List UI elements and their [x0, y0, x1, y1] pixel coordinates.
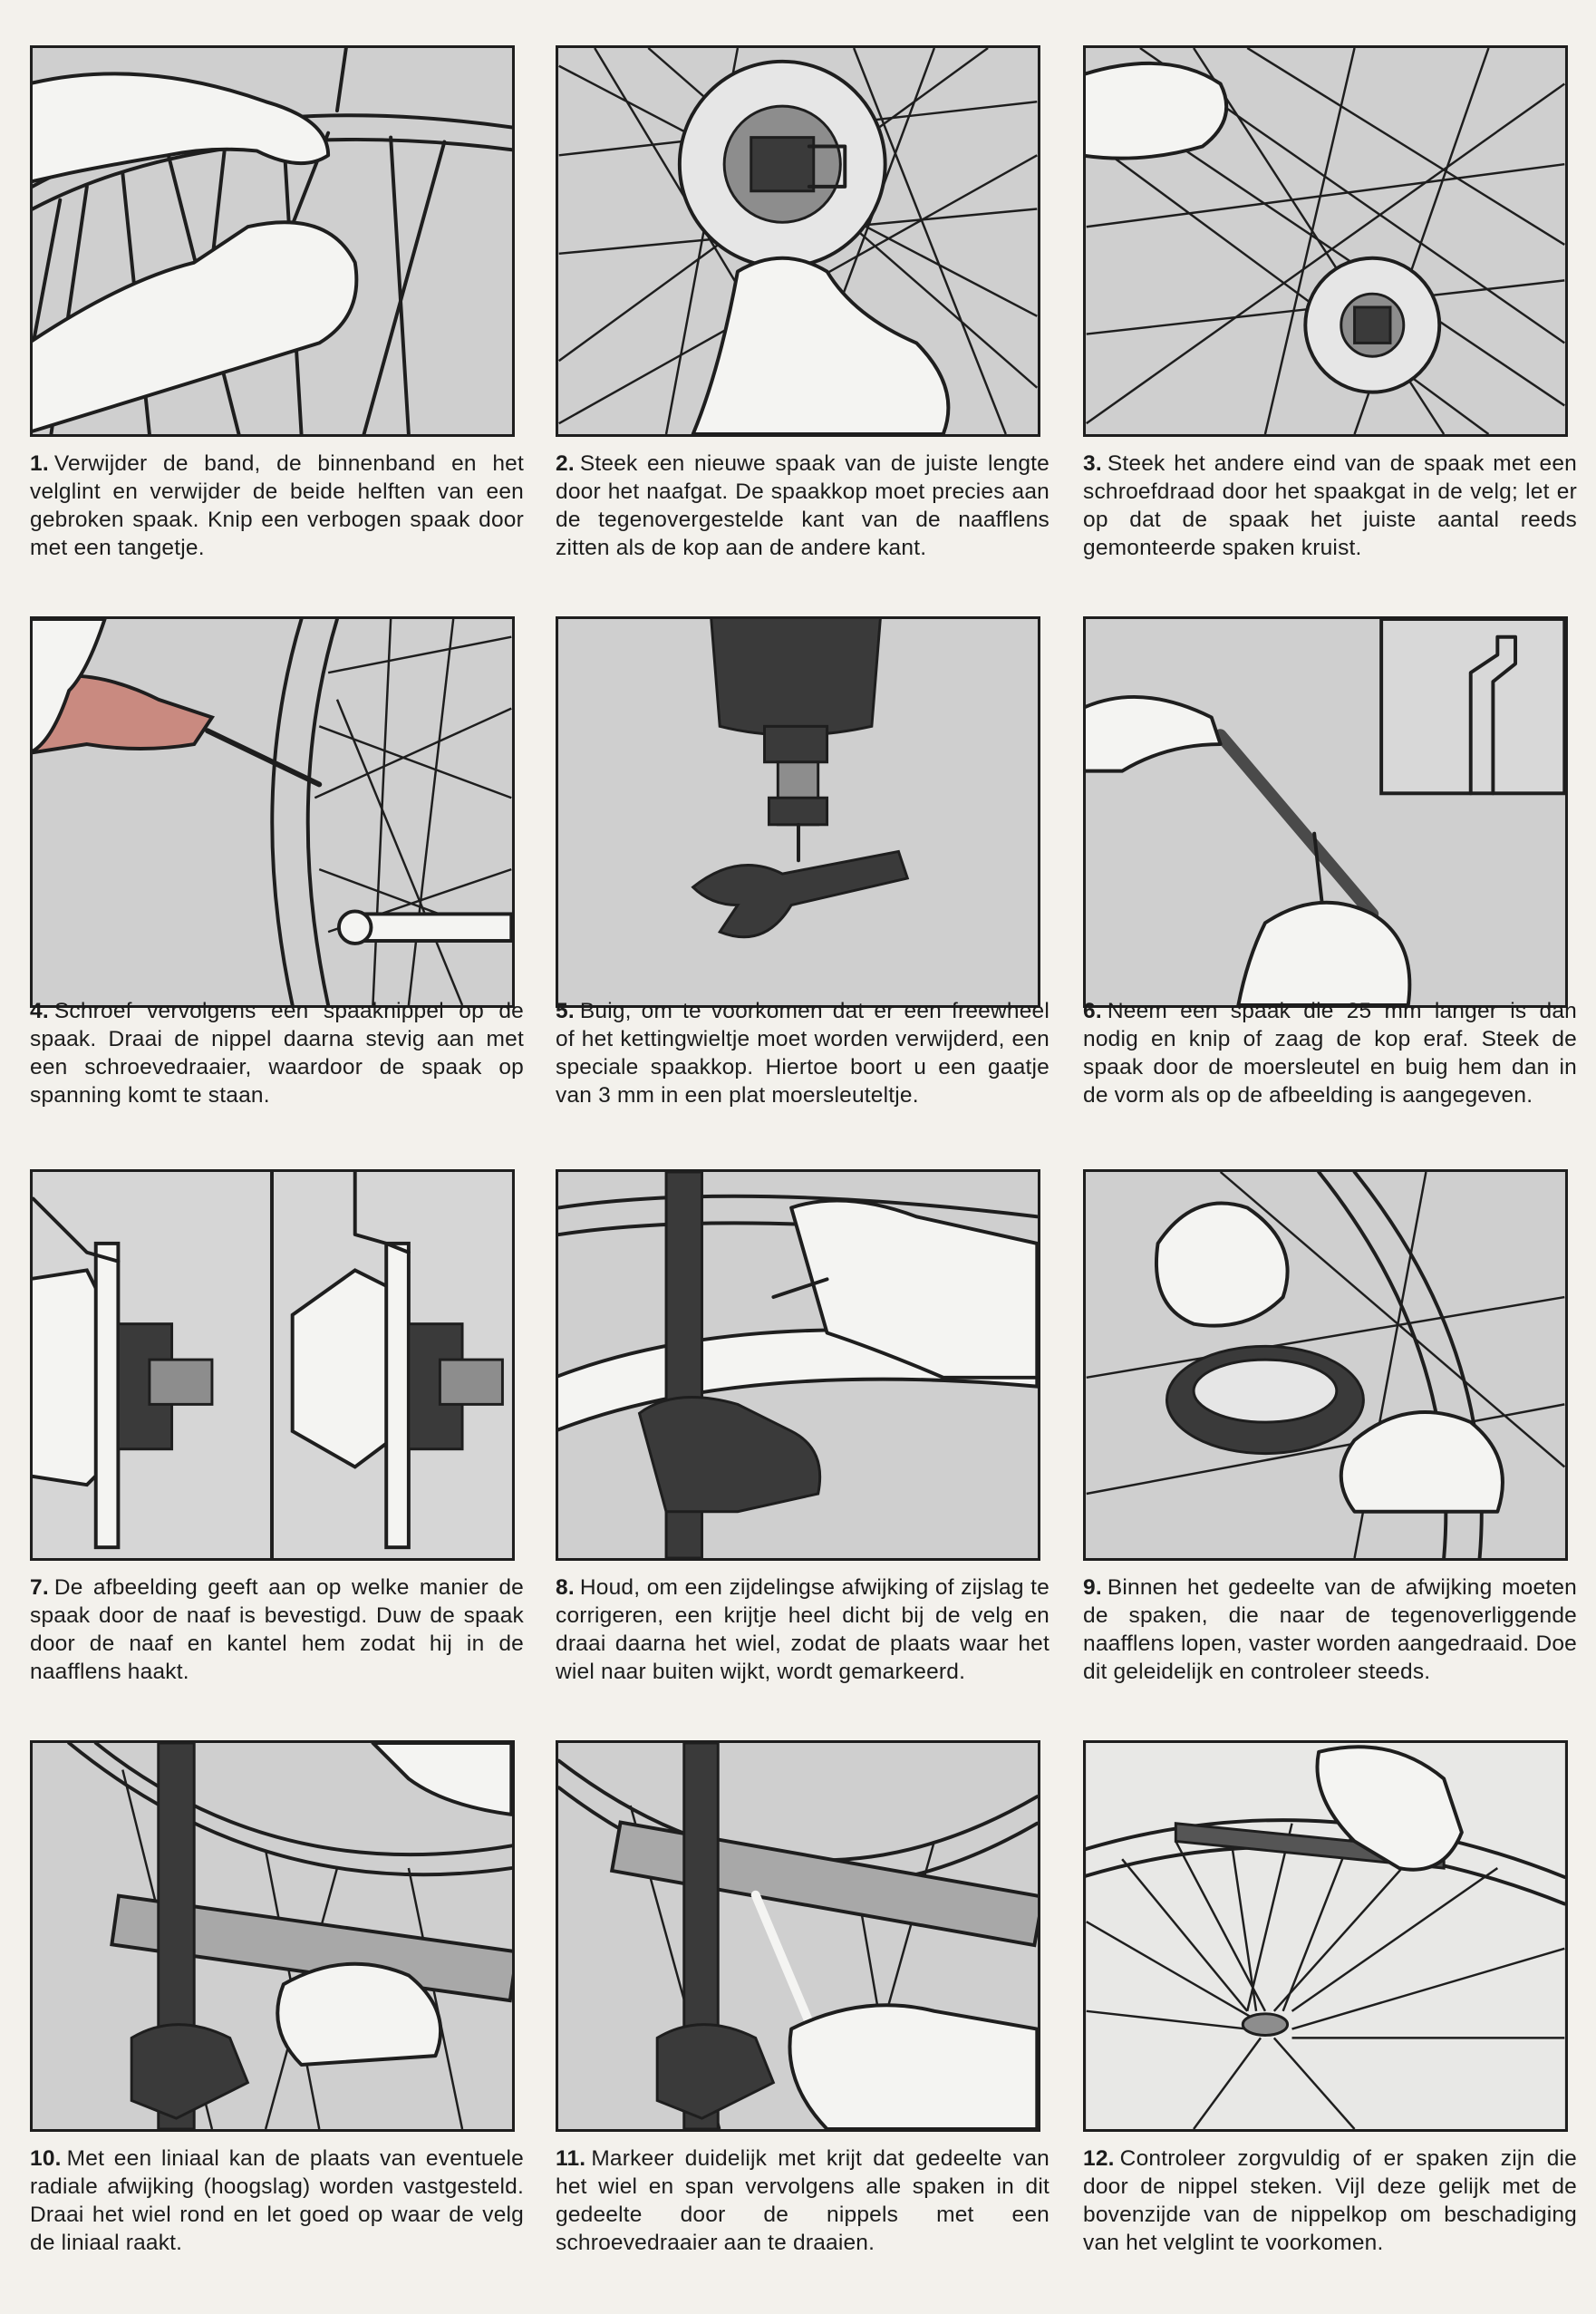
illustration-panel-11 [556, 1740, 1040, 2132]
chalk-rim-fork-illustration [558, 1172, 1038, 1558]
illustration-panel-10 [30, 1740, 515, 2132]
step-text-12: Controleer zorgvuldig of er spaken zijn die door de nippel steken. Vijl deze gelijk met de bovenzijde van de nippelkop om beschadiging van het velglint te voorkomen. [1083, 2146, 1577, 2255]
illustration-panel-4 [30, 616, 515, 1008]
drill-wrench-illustration [558, 619, 1038, 1005]
step-number-7: 7. [30, 1575, 49, 1600]
step-text-10: Met een liniaal kan de plaats van eventuele radiale afwijking (hoogslag) worden vastgesteld. Draai het wiel rond en let goed op waar de velg de liniaal raakt. [30, 2146, 524, 2255]
step-caption-6 [1083, 997, 1577, 1109]
step-text-3: Steek het andere eind van de spaak met een schroefdraad door het spaakgat in de velg; let er op dat de spaak het juiste aantal reeds gemonteerde spaken kruist. [1083, 451, 1577, 560]
step-text-9: Binnen het gedeelte van de afwijking moeten de spaken, die naar de tegenoverliggende naafflens lopen, vaster worden aangedraaid. Doe dit geleidelijk en controleer steeds. [1083, 1575, 1577, 1684]
illustration-panel-5 [556, 616, 1040, 1008]
file-nipples-illustration [1086, 1743, 1565, 2129]
step-text-1: Verwijder de band, de binnenband en het velglint en verwijder de beide helften van een gebroken spaak. Knip een verbogen spaak door met een tangetje. [30, 451, 524, 560]
step-number-11: 11. [556, 2146, 586, 2171]
bend-spoke-illustration [1086, 619, 1565, 1005]
spoke-key-illustration [1086, 1172, 1565, 1558]
illustration-panel-12 [1083, 1740, 1568, 2132]
illustration-panel-8 [556, 1169, 1040, 1561]
step-number-12: 12. [1083, 2146, 1115, 2171]
screwdriver-nipple-illustration [33, 619, 512, 1005]
spoke-through-rim-illustration [1086, 48, 1565, 434]
step-number-2: 2. [556, 451, 575, 476]
chalk-mark-ruler-illustration [558, 1743, 1038, 2129]
step-caption-2 [556, 450, 1049, 562]
step-text-4: Schroef vervolgens een spaaknippel op de spaak. Draai de nippel daarna stevig aan met een schroevedraaier, waardoor de spaak op spanning komt te staan. [30, 999, 524, 1108]
step-caption-8 [556, 1573, 1049, 1686]
hub-flange-spoke-illustration [558, 48, 1038, 434]
step-number-10: 10. [30, 2146, 62, 2171]
rim-spokes-hands-illustration [33, 48, 512, 434]
step-caption-1 [30, 450, 524, 562]
step-caption-10 [30, 2145, 524, 2257]
step-caption-7 [30, 1573, 524, 1686]
illustration-panel-6 [1083, 616, 1568, 1008]
illustration-panel-2 [556, 45, 1040, 437]
step-caption-11 [556, 2145, 1049, 2257]
step-caption-5 [556, 997, 1049, 1109]
step-text-5: Buig, om te voorkomen dat er een freewheel of het kettingwieltje moet worden verwijderd, een speciale spaakkop. Hiertoe boort u een gaatje van 3 mm in een plat moersleuteltje. [556, 999, 1049, 1108]
step-text-8: Houd, om een zijdelingse afwijking of zijslag te corrigeren, een krijtje heel dicht bij de velg en draai daarna het wiel, zodat de plaats waar het wiel naar buiten wijkt, wordt gemarkeerd. [556, 1575, 1049, 1684]
illustration-panel-9 [1083, 1169, 1568, 1561]
step-caption-3 [1083, 450, 1577, 562]
step-caption-9 [1083, 1573, 1577, 1686]
step-number-3: 3. [1083, 451, 1102, 476]
step-number-8: 8. [556, 1575, 575, 1600]
step-text-11: Markeer duidelijk met krijt dat gedeelte van het wiel en span vervolgens alle spaken in dit gedeelte door de nippels met een schroevedraaier aan te draaien. [556, 2146, 1049, 2255]
step-text-6: Neem een spaak die 25 mm langer is dan nodig en knip of zaag de kop eraf. Steek de spaak door de moersleutel en buig hem dan in de vorm als op de afbeelding is aangegeven. [1083, 999, 1577, 1108]
hub-hook-diagram-illustration [33, 1172, 512, 1558]
step-number-6: 6. [1083, 999, 1102, 1023]
step-caption-12 [1083, 2145, 1577, 2257]
step-number-9: 9. [1083, 1575, 1102, 1600]
step-text-2: Steek een nieuwe spaak van de juiste lengte door het naafgat. De spaakkop moet precies aan de tegenovergestelde kant van de naafflens zitten als de kop aan de andere kant. [556, 451, 1049, 560]
step-caption-4 [30, 997, 524, 1109]
illustration-panel-1 [30, 45, 515, 437]
step-text-7: De afbeelding geeft aan op welke manier de spaak door de naaf is bevestigd. Duw de spaak door de naaf en kantel hem zodat hij in de naafflens haakt. [30, 1575, 524, 1684]
step-number-4: 4. [30, 999, 49, 1023]
step-number-1: 1. [30, 451, 49, 476]
ruler-radial-illustration [33, 1743, 512, 2129]
step-number-5: 5. [556, 999, 575, 1023]
illustration-panel-7 [30, 1169, 515, 1561]
illustration-panel-3 [1083, 45, 1568, 437]
